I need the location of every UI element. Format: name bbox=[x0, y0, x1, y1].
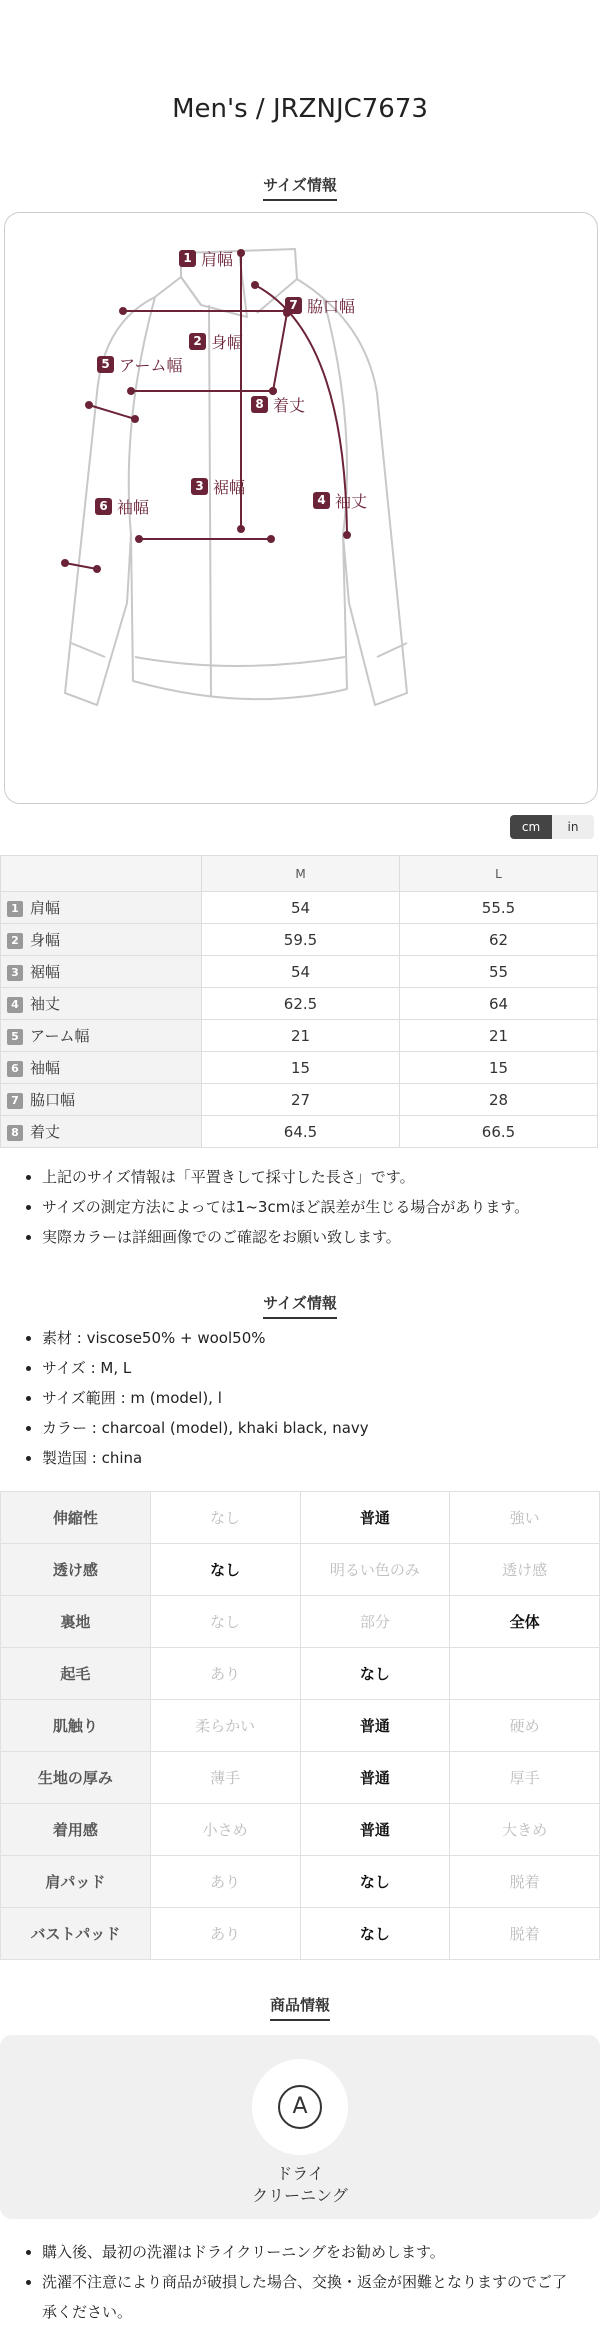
fabric-attribute-label: 裏地 bbox=[1, 1596, 151, 1648]
dry-clean-icon: A bbox=[278, 2085, 322, 2129]
measure-label-6: 6 袖幅 bbox=[95, 495, 149, 518]
fabric-attribute-label: 生地の厚み bbox=[1, 1752, 151, 1804]
table-row bbox=[1, 1700, 600, 1752]
fabric-option: なし bbox=[300, 1908, 450, 1960]
table-row bbox=[1, 1804, 600, 1856]
fabric-option: 普通 bbox=[300, 1700, 450, 1752]
product-details bbox=[0, 1323, 582, 1473]
measure-label-2: 2 身幅 bbox=[189, 330, 243, 353]
list-item: • サイズ : M, L bbox=[42, 1353, 582, 1383]
table-row: 8 着丈 64.5 66.5 bbox=[1, 1116, 598, 1148]
table-row bbox=[1, 1492, 600, 1544]
fabric-option: あり bbox=[150, 1856, 300, 1908]
fabric-option: 厚手 bbox=[450, 1752, 600, 1804]
fabric-option: 普通 bbox=[300, 1752, 450, 1804]
table-row: 6 袖幅 15 15 bbox=[1, 1052, 598, 1084]
fabric-option: 普通 bbox=[300, 1804, 450, 1856]
list-item: • 上記のサイズ情報は「平置きして採寸した長さ」です。 bbox=[42, 1162, 582, 1192]
fabric-option: あり bbox=[150, 1648, 300, 1700]
fabric-option: あり bbox=[150, 1908, 300, 1960]
size-table-corner bbox=[1, 856, 202, 892]
fabric-attribute-label: 起毛 bbox=[1, 1648, 151, 1700]
care-label: ドライ クリーニング bbox=[252, 2164, 348, 2205]
measure-label-3: 3 裾幅 bbox=[191, 475, 245, 498]
fabric-option: なし bbox=[300, 1856, 450, 1908]
list-item: • 洗濯不注意により商品が破損した場合、交換・返金が困難となりますのでご了承ください。 bbox=[42, 2267, 578, 2327]
fabric-option: 脱着 bbox=[450, 1908, 600, 1960]
fabric-attribute-label: 透け感 bbox=[1, 1544, 151, 1596]
size-col-l: L bbox=[400, 856, 598, 892]
list-item: • 製造国 : china bbox=[42, 1443, 582, 1473]
unit-in-button[interactable]: in bbox=[552, 815, 594, 839]
fabric-option: 大きめ bbox=[450, 1804, 600, 1856]
table-row: 5 アーム幅 21 21 bbox=[1, 1020, 598, 1052]
unit-cm-button[interactable]: cm bbox=[510, 815, 552, 839]
fabric-option: 強い bbox=[450, 1492, 600, 1544]
fabric-attribute-label: 着用感 bbox=[1, 1804, 151, 1856]
list-item: • 素材 : viscose50% + wool50% bbox=[42, 1323, 582, 1353]
measure-label-1: 1 肩幅 bbox=[179, 247, 233, 270]
measure-label-8: 8 着丈 bbox=[251, 393, 305, 416]
size-section-title: サイズ情報 bbox=[0, 174, 600, 201]
fabric-option: なし bbox=[300, 1648, 450, 1700]
care-icon-circle bbox=[252, 2059, 348, 2155]
fabric-option: 部分 bbox=[300, 1596, 450, 1648]
table-row bbox=[1, 1908, 600, 1960]
size-diagram bbox=[4, 212, 598, 804]
size-notes bbox=[0, 1162, 582, 1252]
fabric-attribute-label: 肌触り bbox=[1, 1700, 151, 1752]
size-table bbox=[0, 855, 598, 1148]
detail-section-title: サイズ情報 bbox=[0, 1292, 600, 1319]
table-row bbox=[1, 1752, 600, 1804]
list-item: • サイズの測定方法によっては1~3cmほど誤差が生じる場合があります。 bbox=[42, 1192, 582, 1222]
page-title: Men's / JRZNJC7673 bbox=[172, 94, 428, 124]
unit-toggle bbox=[510, 815, 594, 839]
fabric-option: 脱着 bbox=[450, 1856, 600, 1908]
fabric-option: なし bbox=[150, 1492, 300, 1544]
list-item: • 実際カラーは詳細画像でのご確認をお願い致します。 bbox=[42, 1222, 582, 1252]
measure-label-7: 7 脇口幅 bbox=[285, 294, 355, 317]
measure-label-5: 5 アーム幅 bbox=[97, 353, 183, 376]
fabric-option: 全体 bbox=[450, 1596, 600, 1648]
fabric-option: なし bbox=[150, 1596, 300, 1648]
product-section-title: 商品情報 bbox=[0, 1994, 600, 2021]
fabric-option bbox=[450, 1648, 600, 1700]
fabric-attribute-label: 肩パッド bbox=[1, 1856, 151, 1908]
fabric-option: 普通 bbox=[300, 1492, 450, 1544]
table-row: 2 身幅 59.5 62 bbox=[1, 924, 598, 956]
list-item: • サイズ範囲 : m (model), l bbox=[42, 1383, 582, 1413]
table-row: 4 袖丈 62.5 64 bbox=[1, 988, 598, 1020]
fabric-table bbox=[0, 1491, 600, 1960]
size-col-m: M bbox=[202, 856, 400, 892]
list-item: • カラー : charcoal (model), khaki black, navy bbox=[42, 1413, 582, 1443]
table-row: 3 裾幅 54 55 bbox=[1, 956, 598, 988]
table-row bbox=[1, 1596, 600, 1648]
care-notes bbox=[0, 2237, 578, 2327]
fabric-option: 明るい色のみ bbox=[300, 1544, 450, 1596]
table-row bbox=[1, 1648, 600, 1700]
fabric-option: 硬め bbox=[450, 1700, 600, 1752]
care-box bbox=[0, 2035, 600, 2219]
measure-label-4: 4 袖丈 bbox=[313, 489, 367, 512]
list-item: • 購入後、最初の洗濯はドライクリーニングをお勧めします。 bbox=[42, 2237, 578, 2267]
table-row: 7 脇口幅 27 28 bbox=[1, 1084, 598, 1116]
table-row bbox=[1, 1544, 600, 1596]
fabric-attribute-label: バストパッド bbox=[1, 1908, 151, 1960]
table-row: 1 肩幅 54 55.5 bbox=[1, 892, 598, 924]
fabric-attribute-label: 伸縮性 bbox=[1, 1492, 151, 1544]
table-row bbox=[1, 1856, 600, 1908]
fabric-option: なし bbox=[150, 1544, 300, 1596]
fabric-option: 透け感 bbox=[450, 1544, 600, 1596]
fabric-option: 薄手 bbox=[150, 1752, 300, 1804]
fabric-option: 柔らかい bbox=[150, 1700, 300, 1752]
fabric-option: 小さめ bbox=[150, 1804, 300, 1856]
